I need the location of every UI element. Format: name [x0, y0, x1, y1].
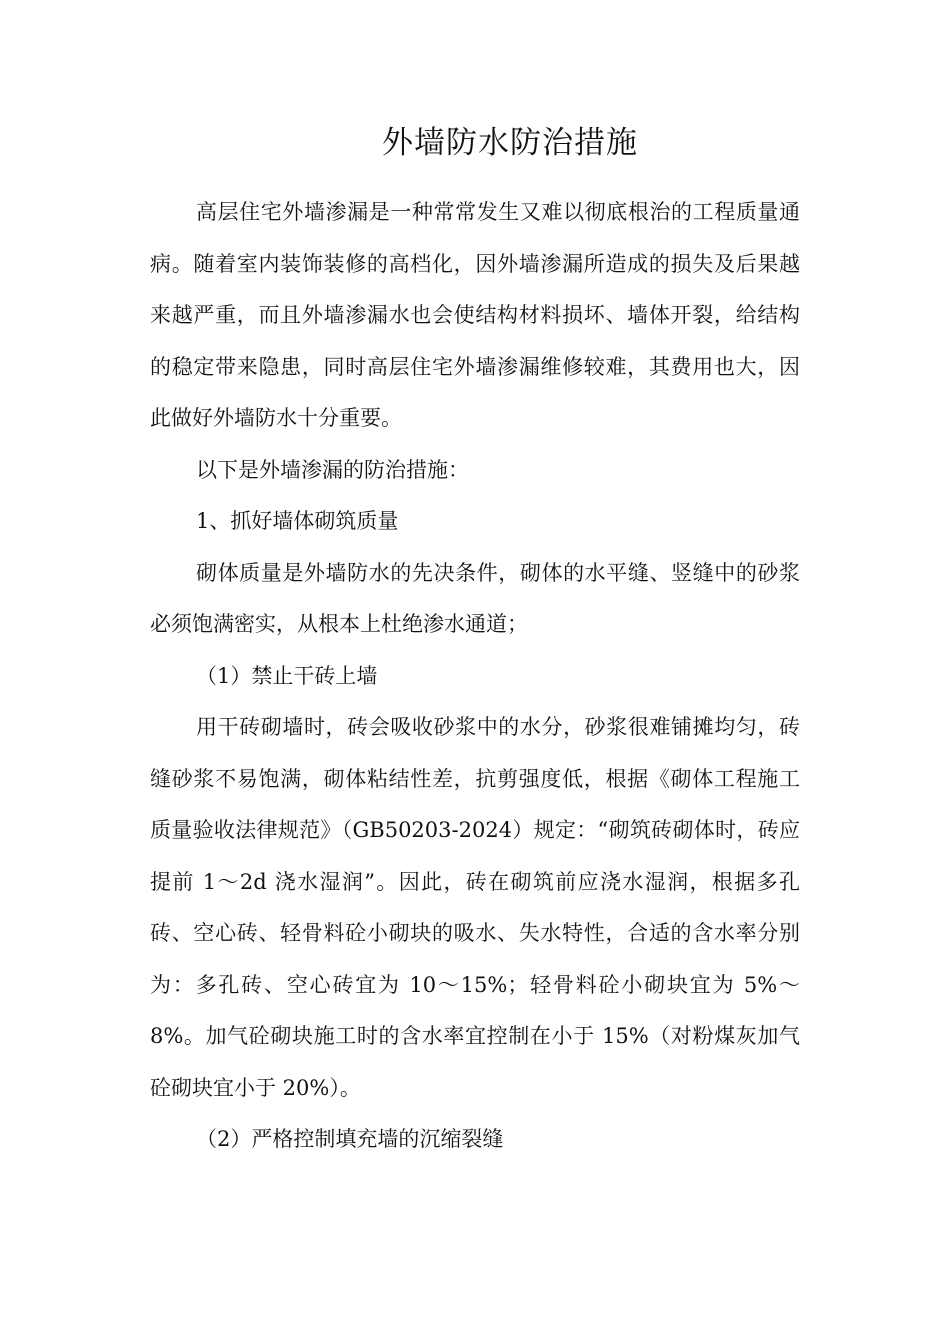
subheading-1: （1）禁止干砖上墙 [196, 663, 378, 688]
paragraph-masonry-quality: 砌体质量是外墙防水的先决条件，砌体的水平缝、竖缝中的砂浆必须饱满密实，从根本上杜绝渗水通道； [150, 560, 800, 636]
section-heading-1: 1、抓好墙体砌筑质量 [196, 509, 399, 533]
document-body [150, 187, 800, 1166]
document-title: 外墙防水防治措施 [382, 125, 638, 161]
paragraph-intro: 高层住宅外墙渗漏是一种常常发生又难以彻底根治的工程质量通病。随着室内装饰装修的高档化，因外墙渗漏所造成的损失及后果越来越严重，而且外墙渗漏水也会使结构材料损坏、墙体开裂，给结构的稳定带来隐患，同时高层住宅外墙渗漏维修较难，其费用也大，因此做好外墙防水十分重要。 [150, 200, 800, 430]
paragraph-measures-intro: 以下是外墙渗漏的防治措施： [196, 457, 469, 482]
paragraph-dry-brick: 用干砖砌墙时，砖会吸收砂浆中的水分，砂浆很难铺摊均匀，砖缝砂浆不易饱满，砌体粘结性差，抗剪强度低，根据《砌体工程施工质量验收法律规范》（GB50203-2024）规定：“砌筑砖砌体时，砖应提前 1～2d 浇水湿润”。因此，砖在砌筑前应浇水湿润，根据多孔砖、空心砖、轻骨料砼小砌块的吸水、失水特性，合适的含水率分别为：多孔砖、空心砖宜为 10～15%；轻骨料砼小砌块宜为 5%～8%。加气砼砌块施工时的含水率宜控制在小于 15%（对粉煤灰加气砼砌块宜小于 20%）。 [150, 715, 800, 1100]
subheading-2: （2）严格控制填充墙的沉缩裂缝 [196, 1127, 504, 1151]
